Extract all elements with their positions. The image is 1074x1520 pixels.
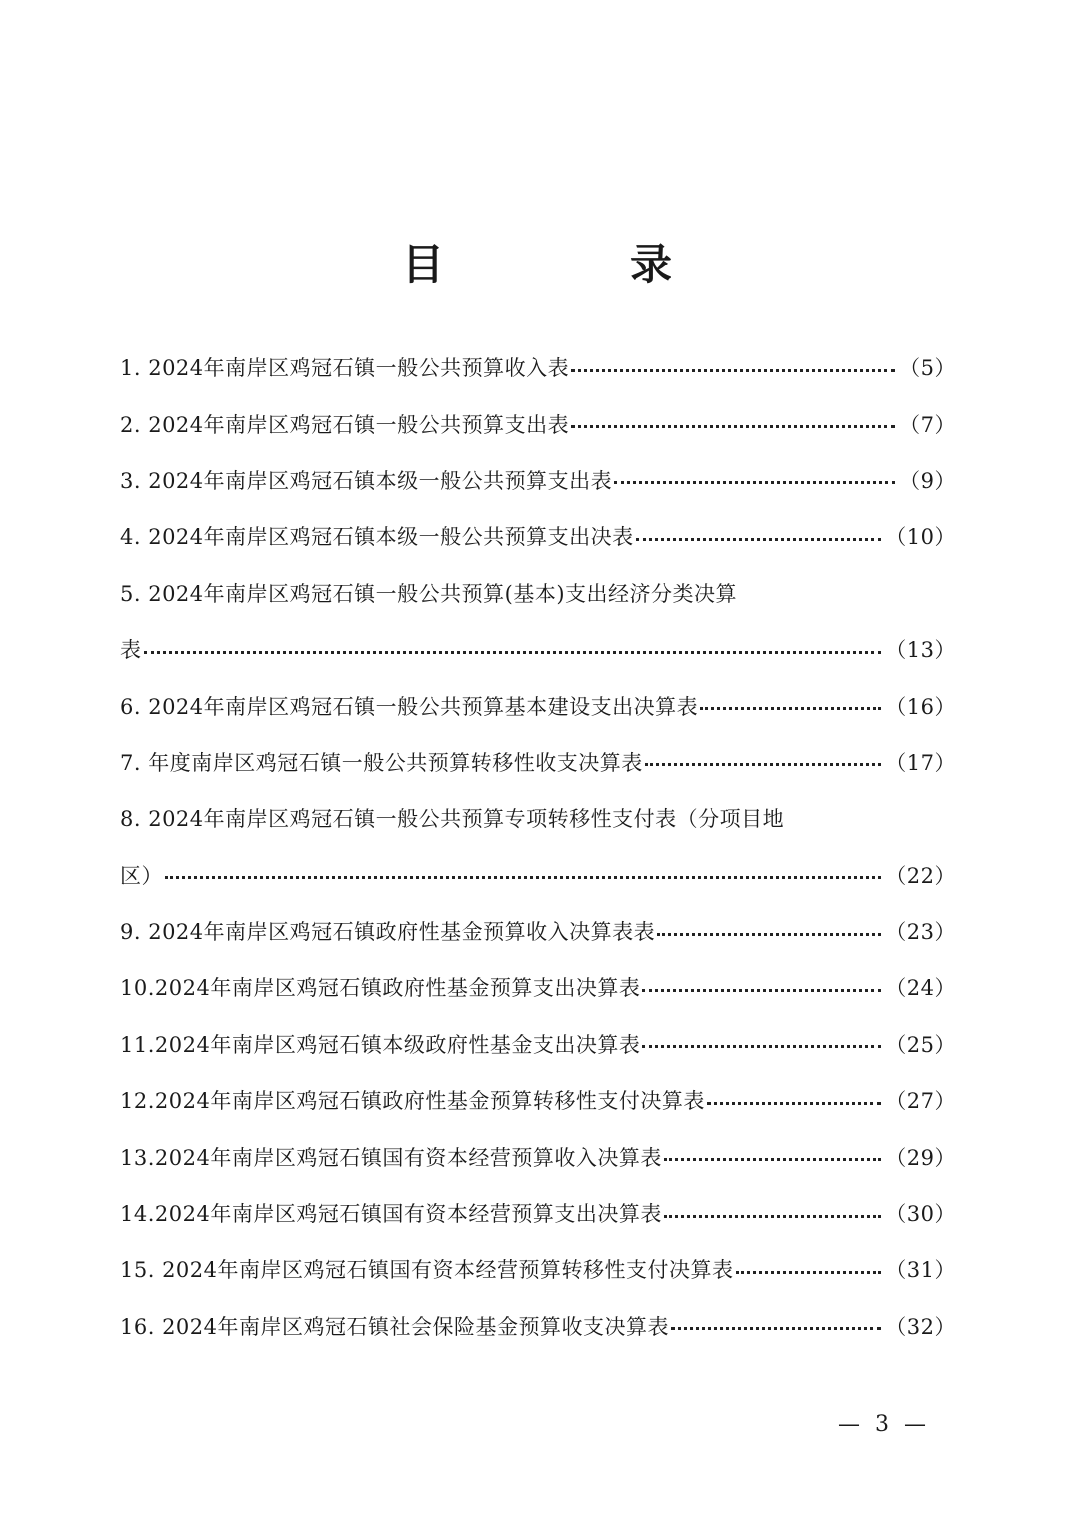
toc-entry-title: 9. 2024年南岸区鸡冠石镇政府性基金预算收入决算表表 [120, 920, 656, 945]
toc-entry-5-line1[interactable] [120, 565, 956, 621]
toc-entry-title: 7. 年度南岸区鸡冠石镇一般公共预算转移性收支决算表 [120, 750, 643, 775]
toc-entry-page: （10） [885, 525, 956, 550]
toc-entry-title: 4. 2024年南岸区鸡冠石镇本级一般公共预算支出决表 [120, 525, 634, 550]
toc-entry-page: （23） [885, 920, 956, 945]
toc-entry-9[interactable] [120, 903, 956, 959]
toc-entry-7[interactable] [120, 734, 956, 790]
table-of-contents [120, 339, 956, 1354]
toc-entry-title: 2. 2024年南岸区鸡冠石镇一般公共预算支出表 [120, 412, 570, 437]
toc-entry-title: 12.2024年南岸区鸡冠石镇政府性基金预算转移性支付决算表 [120, 1089, 705, 1114]
toc-entry-2[interactable] [120, 395, 956, 451]
toc-entry-title-continued: 区） [120, 863, 163, 888]
toc-entry-page: （13） [885, 638, 956, 663]
toc-entry-title: 6. 2024年南岸区鸡冠石镇一般公共预算基本建设支出决算表 [120, 694, 699, 719]
dot-leader [642, 1045, 881, 1048]
toc-entry-page: （29） [885, 1145, 956, 1170]
toc-entry-title: 3. 2024年南岸区鸡冠石镇本级一般公共预算支出表 [120, 468, 613, 493]
toc-entry-page: （25） [885, 1032, 956, 1057]
toc-entry-title: 8. 2024年南岸区鸡冠石镇一般公共预算专项转移性支付表（分项目地 [120, 807, 785, 832]
toc-entry-11[interactable] [120, 1016, 956, 1072]
toc-entry-title-continued: 表 [120, 638, 142, 663]
toc-entry-title: 14.2024年南岸区鸡冠石镇国有资本经营预算支出决算表 [120, 1202, 662, 1227]
toc-entry-8-line1[interactable] [120, 790, 956, 846]
dot-leader [642, 989, 881, 992]
toc-entry-page: （31） [885, 1258, 956, 1283]
dot-leader [165, 876, 881, 879]
toc-entry-12[interactable] [120, 1072, 956, 1128]
toc-entry-16[interactable] [120, 1298, 956, 1354]
toc-entry-8-line2[interactable] [120, 847, 956, 903]
toc-entry-page: （16） [885, 694, 956, 719]
dot-leader [645, 763, 882, 766]
toc-entry-15[interactable] [120, 1241, 956, 1297]
toc-entry-page: （27） [885, 1089, 956, 1114]
toc-entry-page: （32） [885, 1314, 956, 1339]
toc-entry-page: （17） [885, 750, 956, 775]
toc-entry-14[interactable] [120, 1185, 956, 1241]
toc-entry-1[interactable] [120, 339, 956, 395]
dot-leader [664, 1158, 881, 1161]
toc-entry-page: （30） [885, 1202, 956, 1227]
toc-entry-title: 15. 2024年南岸区鸡冠石镇国有资本经营预算转移性支付决算表 [120, 1258, 734, 1283]
toc-entry-title: 16. 2024年南岸区鸡冠石镇社会保险基金预算收支决算表 [120, 1314, 670, 1339]
dot-leader [571, 425, 895, 428]
dot-leader [700, 707, 881, 710]
dot-leader [614, 481, 895, 484]
toc-entry-title: 1. 2024年南岸区鸡冠石镇一般公共预算收入表 [120, 356, 570, 381]
toc-entry-title: 13.2024年南岸区鸡冠石镇国有资本经营预算收入决算表 [120, 1145, 662, 1170]
dot-leader [664, 1215, 881, 1218]
toc-entry-title: 10.2024年南岸区鸡冠石镇政府性基金预算支出决算表 [120, 976, 641, 1001]
dot-leader [671, 1327, 881, 1330]
toc-entry-title: 11.2024年南岸区鸡冠石镇本级政府性基金支出决算表 [120, 1032, 641, 1057]
dot-leader [707, 1102, 881, 1105]
toc-entry-4[interactable] [120, 508, 956, 564]
toc-entry-page: （24） [885, 976, 956, 1001]
toc-entry-page: （7） [899, 412, 956, 437]
toc-entry-6[interactable] [120, 677, 956, 733]
dot-leader [657, 933, 881, 936]
dot-leader [571, 369, 895, 372]
toc-entry-10[interactable] [120, 959, 956, 1015]
dot-leader [736, 1271, 882, 1274]
toc-entry-3[interactable] [120, 452, 956, 508]
toc-entry-5-line2[interactable] [120, 621, 956, 677]
toc-entry-title: 5. 2024年南岸区鸡冠石镇一般公共预算(基本)支出经济分类决算 [120, 581, 738, 606]
toc-entry-page: （5） [899, 356, 956, 381]
dot-leader [144, 651, 882, 654]
toc-entry-page: （22） [885, 863, 956, 888]
toc-entry-13[interactable] [120, 1128, 956, 1184]
toc-entry-page: （9） [899, 468, 956, 493]
page-title: 目 录 [401, 240, 744, 289]
dot-leader [636, 538, 882, 541]
page-number: — 3 — [838, 1412, 930, 1437]
